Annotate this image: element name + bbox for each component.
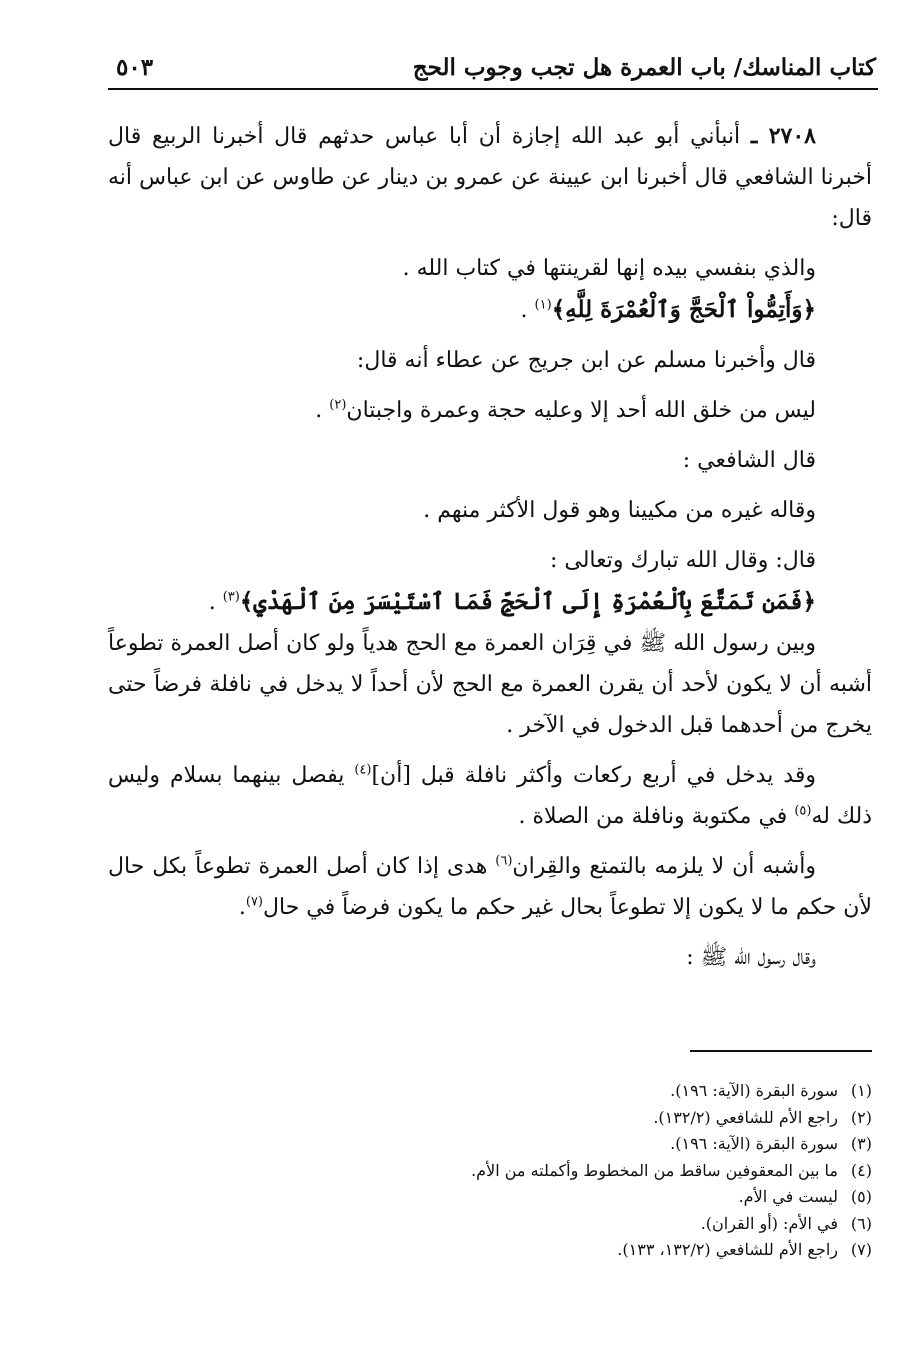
footnote-text: سورة البقرة (الآية: ١٩٦). bbox=[670, 1081, 838, 1100]
para3-part-a: وأشبه أن لا يلزمه بالتمتع والقِران bbox=[512, 854, 816, 879]
running-title: كتاب المناسك/ باب العمرة هل تجب وجوب الحج bbox=[412, 54, 876, 81]
hadith-isnad bbox=[108, 116, 872, 239]
footnote-ref-2: (٢) bbox=[329, 397, 347, 413]
footnote-3 bbox=[240, 1131, 872, 1158]
footnote-ref-3: (٣) bbox=[222, 589, 240, 605]
ayah2-end: . bbox=[208, 590, 223, 615]
ata-statement bbox=[108, 390, 872, 431]
footnote-number: (٤) bbox=[850, 1160, 872, 1180]
footnote-text: راجع الأم للشافعي (١٣٢/٢). bbox=[653, 1107, 838, 1127]
footnote-text: ما بين المعقوفين ساقط من المخطوط وأكملته من الأم. bbox=[471, 1160, 838, 1180]
para2-part-b: يفصل بينهما بسلام وليس ذلك له bbox=[108, 763, 872, 829]
footnote-ref-6: (٦) bbox=[495, 853, 513, 869]
footnote-4 bbox=[240, 1158, 872, 1185]
footnotes bbox=[240, 1078, 872, 1264]
footnote-text: في الأم: (أو القران). bbox=[700, 1213, 838, 1233]
others-said: وقاله غيره من مكيينا وهو قول الأكثر منهم . bbox=[423, 498, 816, 523]
quran-verse-1: ﴿وَأَتِمُّواْ ٱلْحَجَّ وَٱلْعُمْرَةَ لِلَّهِ﴾ bbox=[551, 296, 816, 323]
footnote-number: (٢) bbox=[850, 1107, 872, 1127]
ata-text: ليس من خلق الله أحد إلا وعليه حجة وعمرة واجبتان bbox=[346, 398, 816, 423]
footnote-7 bbox=[240, 1237, 872, 1264]
paragraph-2 bbox=[108, 755, 872, 837]
last-line: وقال رسول الله ﷺ : bbox=[686, 945, 816, 970]
oath-line: والذي بنفسي بيده إنها لقرينتها في كتاب الله . bbox=[402, 256, 816, 281]
paragraph-1: وبين رسول الله ﷺ في قِرَان العمرة مع الحج هدياً ولو كان أصل العمرة تطوعاً أشبه أن لا يكون لأحد أن يقرن العمرة مع الحج لأن أحداً لا يدخل في نافلة فرضاً حتى يخرج من أحدهما قبل الدخول في الآخر . bbox=[108, 631, 872, 738]
footnote-ref-1: (١) bbox=[534, 297, 552, 313]
footnote-text: ليست في الأم. bbox=[738, 1187, 838, 1206]
para2-part-c: في مكتوبة ونافلة من الصلاة . bbox=[518, 804, 795, 829]
page-header bbox=[108, 52, 878, 90]
paragraph-3 bbox=[108, 846, 872, 928]
isnad-text: أنبأني أبو عبد الله إجازة أن أبا عباس حدثهم قال أخبرنا الربيع قال أخبرنا الشافعي قال أخبرنا ابن عيينة عن عمرو بن دينار عن طاوس عن ابن عباس أنه قال: bbox=[108, 124, 872, 231]
footnote-number: (٥) bbox=[850, 1187, 872, 1206]
footnote-6 bbox=[240, 1211, 872, 1238]
ayah-line-2 bbox=[108, 581, 872, 623]
page-number: ٥٠٣ bbox=[116, 54, 154, 81]
footnote-ref-4: (٤) bbox=[354, 762, 372, 778]
footnote-2 bbox=[240, 1105, 872, 1132]
footnote-5 bbox=[240, 1184, 872, 1211]
ata-end: . bbox=[315, 398, 330, 423]
shafii-said: قال الشافعي : bbox=[682, 448, 816, 473]
footnote-text: سورة البقرة (الآية: ١٩٦). bbox=[670, 1134, 838, 1153]
footnote-text: راجع الأم للشافعي (١٣٢/٢، ١٣٣). bbox=[617, 1240, 838, 1259]
main-text bbox=[108, 116, 872, 978]
para3-part-b: هدى إذا كان أصل العمرة تطوعاً بكل حال لأن حكم ما لا يكون إلا تطوعاً بحال غير حكم ما يكون فرضاً في حال bbox=[108, 854, 872, 920]
hadith-number: ٢٧٠٨ ـ bbox=[750, 123, 816, 149]
ayah1-end: . bbox=[520, 298, 535, 323]
allah-said: قال: وقال الله تبارك وتعالى : bbox=[549, 548, 816, 573]
para2-part-a: وقد يدخل في أربع ركعات وأكثر نافلة قبل [أن] bbox=[371, 763, 817, 788]
footnote-divider bbox=[690, 1050, 872, 1052]
footnote-number: (٦) bbox=[850, 1213, 872, 1233]
footnote-number: (١) bbox=[850, 1081, 872, 1100]
ata-intro: قال وأخبرنا مسلم عن ابن جريج عن عطاء أنه قال: bbox=[356, 348, 816, 373]
footnote-number: (٣) bbox=[850, 1134, 872, 1153]
footnote-1 bbox=[240, 1078, 872, 1105]
footnote-number: (٧) bbox=[850, 1240, 872, 1259]
quran-verse-2: ﴿فَمَن تَمَتَّعَ بِٱلْعُمْرَةِ إِلَى ٱلْحَجِّ فَمَا ٱسْتَيْسَرَ مِنَ ٱلْهَدْيِ﴾ bbox=[239, 588, 816, 615]
footnote-ref-5: (٥) bbox=[794, 803, 812, 819]
para3-end: . bbox=[238, 895, 246, 920]
ayah-line-1 bbox=[108, 289, 872, 331]
footnote-ref-7: (٧) bbox=[245, 894, 263, 910]
